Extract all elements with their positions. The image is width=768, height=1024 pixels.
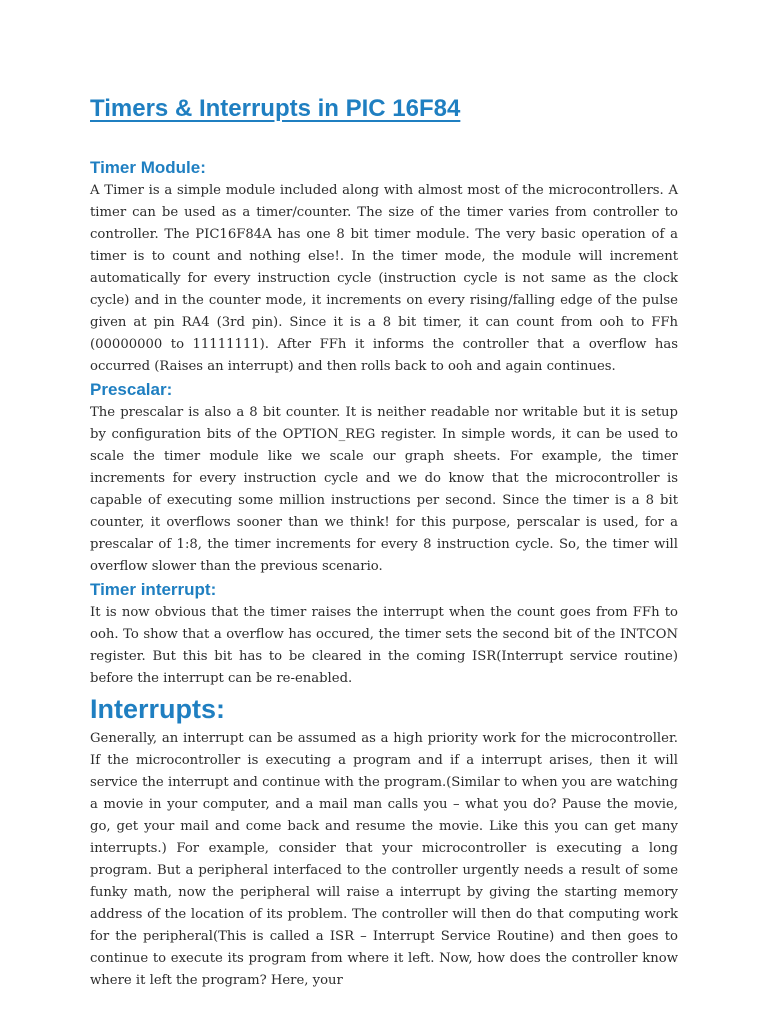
paragraph-interrupts: Generally, an interrupt can be assumed as a high priority work for the microcontroller. If the microcontroller is executing a program and if a interrupt arises, then it will service the interrupt and continue with the program.(Similar to when you are watching a movie in your computer, and a mail man calls you – what you do? Pause the movie, go, get your mail and come back and resume the movie. Like this you can get many interrupts.) For example, consider that your microcontroller is executing a long program. But a peripheral interfaced to the controller urgently needs a result of some funky math, now the peripheral will raise a interrupt by giving the starting memory address of the location of its problem. The controller will then do that computing work for the peripheral(This is called a ISR – Interrupt Service Routine) and then goes to continue to execute its program from where it left. Now, how does the controller know where it left the program? Here, your: [90, 731, 678, 988]
heading-prescalar: Prescalar:: [90, 380, 173, 399]
document-page: [90, 92, 678, 992]
heading-timer-module: Timer Module:: [90, 158, 206, 177]
paragraph-timer-module: A Timer is a simple module included along with almost most of the microcontrollers. A timer can be used as a timer/counter. The size of the timer varies from controller to controller. The PIC16F84A has one 8 bit timer module. The very basic operation of a timer is to count and nothing else!. In the timer mode, the module will increment automatically for every instruction cycle (instruction cycle is not same as the clock cycle) and in the counter mode, it increments on every rising/falling edge of the pulse given at pin RA4 (3rd pin). Since it is a 8 bit timer, it can count from ooh to FFh (00000000 to 11111111). After FFh it informs the controller that a overflow has occurred (Raises an interrupt) and then rolls back to ooh and again continues.: [90, 183, 678, 374]
page-title: Timers & Interrupts in PIC 16F84: [90, 95, 461, 122]
paragraph-timer-interrupt: It is now obvious that the timer raises the interrupt when the count goes from FFh to ooh. To show that a overflow has occured, the timer sets the second bit of the INTCON register. But this bit has to be cleared in the coming ISR(Interrupt service routine) before the interrupt can be re-enabled.: [90, 605, 678, 686]
heading-timer-interrupt: Timer interrupt:: [90, 580, 217, 599]
heading-interrupts: Interrupts:: [90, 694, 225, 724]
paragraph-prescalar: The prescalar is also a 8 bit counter. It is neither readable nor writable but it is setup by configuration bits of the OPTION_REG register. In simple words, it can be used to scale the timer module like we scale our graph sheets. For example, the timer increments for every instruction cycle and we do know that the microcontroller is capable of executing some million instructions per second. Since the timer is a 8 bit counter, it overflows sooner than we think! for this purpose, perscalar is used, for a prescalar of 1:8, the timer increments for every 8 instruction cycle. So, the timer will overflow slower than the previous scenario.: [90, 405, 678, 574]
